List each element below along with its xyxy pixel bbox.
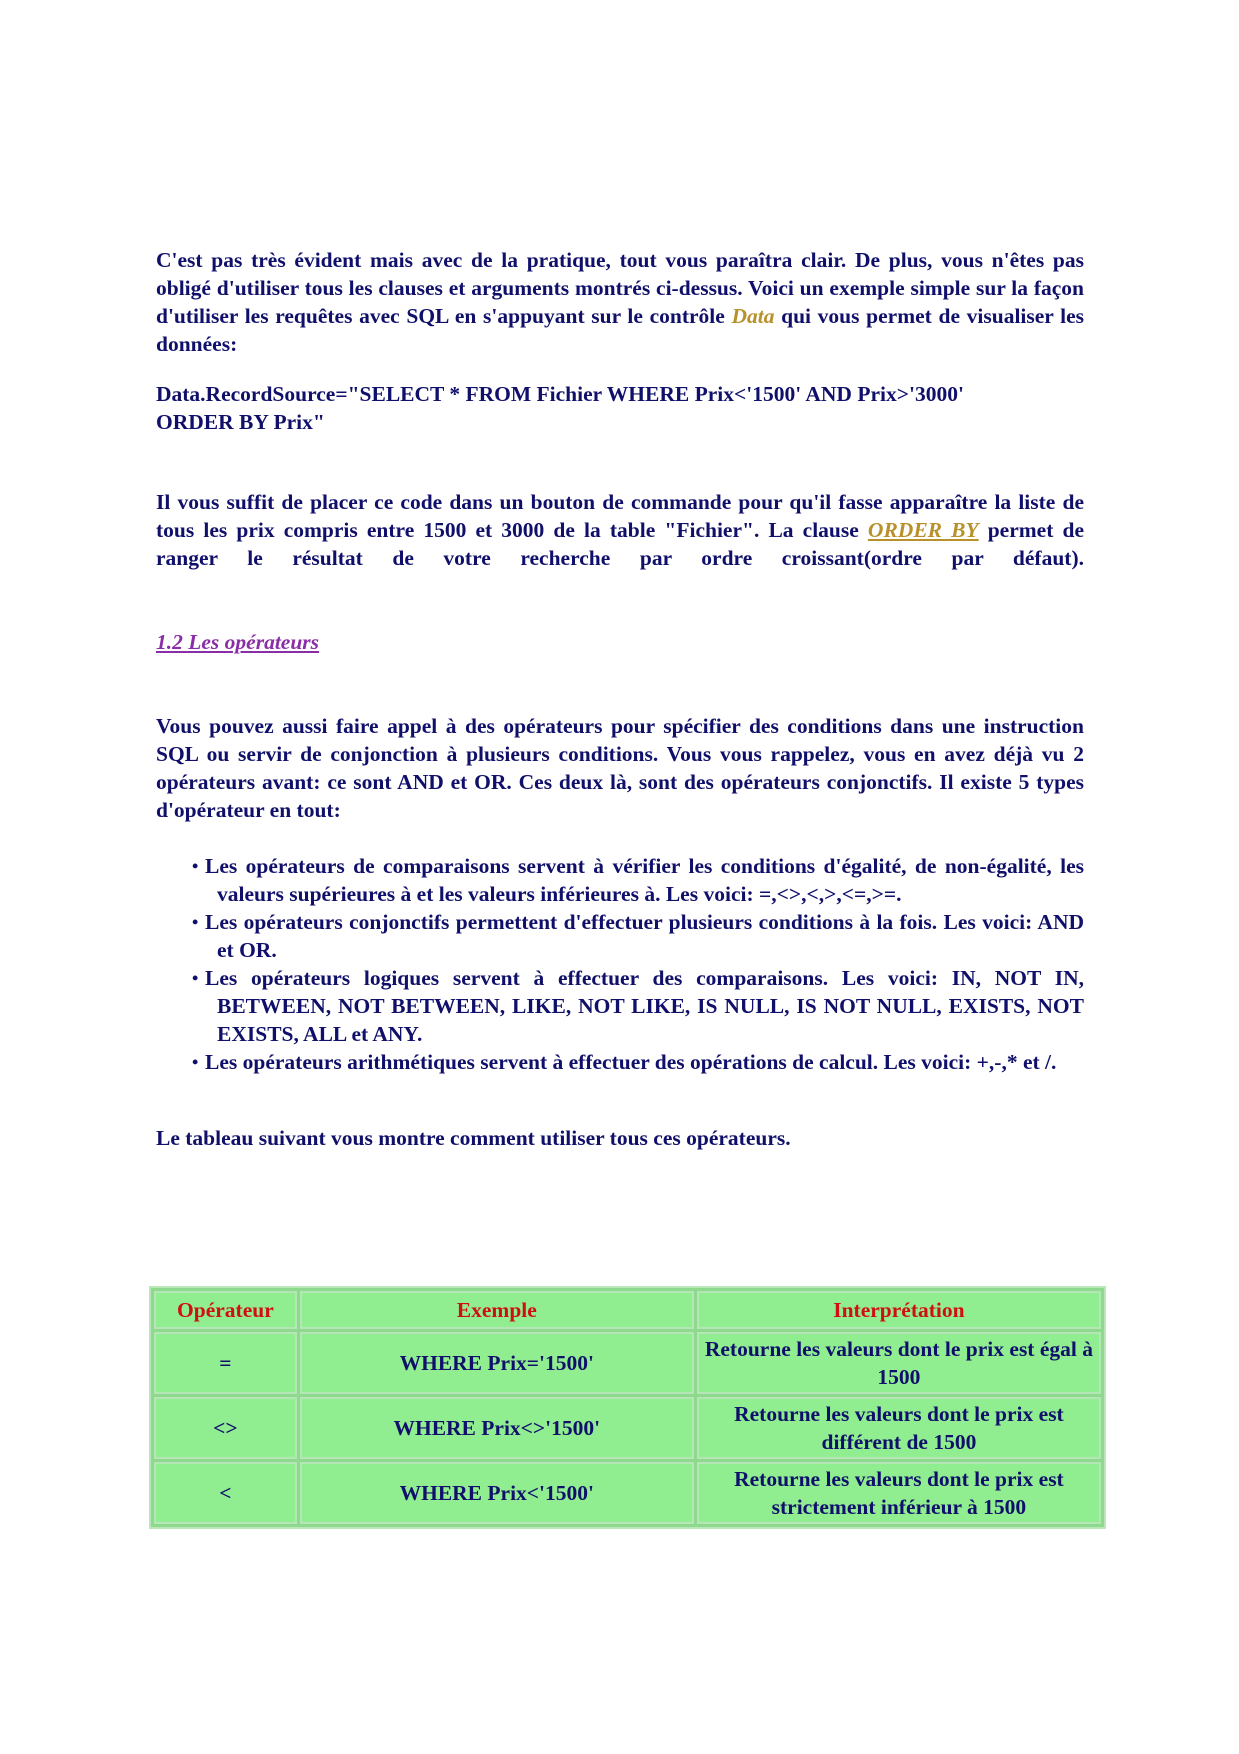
explain-text-after: permet de ranger le résultat de votre recherche par ordre croissant(ordre par défaut).: [156, 518, 1084, 570]
list-item-text: Les opérateurs logiques servent à effectuer des comparaisons. Les voici: IN, NOT IN, BETWEEN, NOT BETWEEN, LIKE, NOT LIKE, IS NULL, IS NOT NULL, EXISTS, NOT EXISTS, ALL et ANY.: [205, 966, 1084, 1046]
list-item: [156, 964, 1084, 1048]
operators-table: [149, 1286, 1106, 1529]
cell-example: WHERE Prix='1500': [300, 1332, 694, 1394]
list-item-text: Les opérateurs arithmétiques servent à effectuer des opérations de calcul. Les voici: +,-,* et /.: [205, 1050, 1057, 1074]
cell-operator: <: [154, 1462, 297, 1524]
list-item: [156, 1048, 1084, 1076]
bullet-icon: •: [192, 912, 199, 932]
code-line-1: Data.RecordSource="SELECT * FROM Fichier WHERE Prix<'1500' AND Prix>'3000': [156, 382, 964, 406]
cell-operator: <>: [154, 1397, 297, 1459]
table-row: [154, 1397, 1101, 1459]
cell-operator: =: [154, 1332, 297, 1394]
header-operateur: Opérateur: [154, 1291, 297, 1329]
list-item-text: Les opérateurs conjonctifs permettent d'effectuer plusieurs conditions à la fois. Les voici: AND et OR.: [205, 910, 1084, 962]
bullet-icon: •: [192, 968, 199, 988]
document-body: [156, 246, 1084, 1152]
table-intro-paragraph: Le tableau suivant vous montre comment utiliser tous ces opérateurs.: [156, 1126, 791, 1150]
header-exemple: Exemple: [300, 1291, 694, 1329]
cell-interpretation: Retourne les valeurs dont le prix est égal à 1500: [697, 1332, 1101, 1394]
cell-interpretation: Retourne les valeurs dont le prix est différent de 1500: [697, 1397, 1101, 1459]
data-keyword: Data: [731, 304, 775, 328]
code-example: [156, 380, 1084, 436]
operator-types-list: [156, 852, 1084, 1076]
bullet-icon: •: [192, 856, 199, 876]
intro-paragraph: [156, 246, 1084, 358]
table-row: [154, 1332, 1101, 1394]
explain-text-before: Il vous suffit de placer ce code dans un bouton de commande pour qu'il fasse apparaître la liste de tous les prix compris entre 1500 et 3000 de la table "Fichier". La clause: [156, 490, 1084, 542]
cell-example: WHERE Prix<>'1500': [300, 1397, 694, 1459]
header-interpretation: Interprétation: [697, 1291, 1101, 1329]
list-item-text: Les opérateurs de comparaisons servent à vérifier les conditions d'égalité, de non-égalité, les valeurs supérieures à et les valeurs inférieures à. Les voici: =,<>,<,>,<=,>=.: [205, 854, 1084, 906]
intro-text-before: C'est pas très évident mais avec de la pratique, tout vous paraîtra clair. De plus, vous n'êtes pas obligé d'utiliser tous les clauses et arguments montrés ci-dessus. Voici un exemple simple sur la façon d'utiliser les requêtes avec SQL en s'appuyant sur le contrôle: [156, 248, 1084, 328]
section-heading-link[interactable]: 1.2 Les opérateurs: [156, 630, 320, 654]
list-item: [156, 908, 1084, 964]
cell-interpretation: Retourne les valeurs dont le prix est strictement inférieur à 1500: [697, 1462, 1101, 1524]
table-row: [154, 1462, 1101, 1524]
cell-example: WHERE Prix<'1500': [300, 1462, 694, 1524]
order-by-link[interactable]: ORDER BY: [867, 518, 979, 542]
list-item: [156, 852, 1084, 908]
code-line-2: ORDER BY Prix": [156, 410, 325, 434]
bullet-icon: •: [192, 1052, 199, 1072]
explain-paragraph: [156, 488, 1084, 572]
operators-intro-paragraph: Vous pouvez aussi faire appel à des opérateurs pour spécifier des conditions dans une instruction SQL ou servir de conjonction à plusieurs conditions. Vous vous rappelez, vous en avez déjà vu 2 opérateurs avant: ce sont AND et OR. Ces deux là, sont des opérateurs conjonctifs. Il existe 5 types d'opérateur en tout:: [156, 714, 1084, 822]
intro-text-after: qui vous permet de visualiser les données:: [156, 304, 1084, 356]
table-header-row: [154, 1291, 1101, 1329]
